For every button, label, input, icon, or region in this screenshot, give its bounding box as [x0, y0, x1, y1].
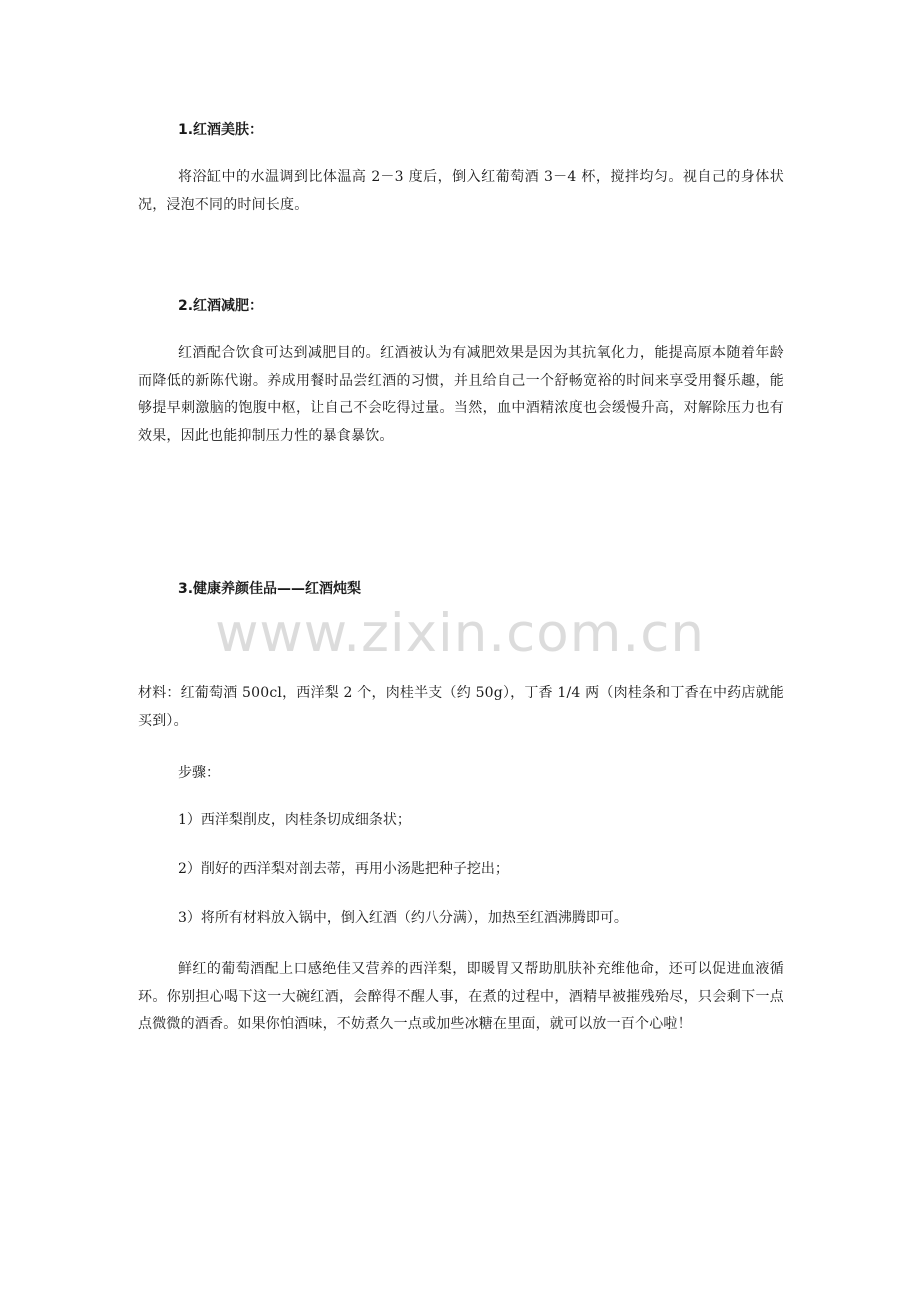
step-2: 2）削好的西洋梨对剖去蒂，再用小汤匙把种子挖出； — [178, 861, 509, 877]
step-3: 3）将所有材料放入锅中，倒入红酒（约八分满），加热至红酒沸腾即可。 — [178, 910, 628, 926]
section-1-body: 将浴缸中的水温调到比体温高 2－3 度后，倒入红葡萄酒 3－4 杯，搅拌均匀。视自己的身体状况，浸泡不同的时间长度。 — [138, 169, 784, 213]
section-2-heading: 2.红酒减肥： — [178, 298, 264, 314]
section-2-body: 红酒配合饮食可达到减肥目的。红酒被认为有减肥效果是因为其抗氧化力，能提高原本随着年龄而降低的新陈代谢。养成用餐时品尝红酒的习惯，并且给自己一个舒畅宽裕的时间来享受用餐乐趣，能够提早刺激脑的饱腹中枢，让自己不会吃得过量。当然，血中酒精浓度也会缓慢升高，对解除压力也有效果，因此也能抑制压力性的暴食暴饮。 — [138, 345, 784, 444]
closing-paragraph: 鲜红的葡萄酒配上口感绝佳又营养的西洋梨，即暖胃又帮助肌肤补充维他命，还可以促进血液循环。你别担心喝下这一大碗红酒，会醉得不醒人事，在煮的过程中，酒精早被摧残殆尽，只会剩下一点点微微的酒香。如果你怕酒味，不妨煮久一点或加些冰糖在里面，就可以放一百个心啦！ — [138, 961, 784, 1032]
watermark: www.zixin.com.cn — [215, 603, 705, 664]
materials-paragraph: 材料：红葡萄酒 500cl，西洋梨 2 个，肉桂半支（约 50g），丁香 1/4 两（肉桂条和丁香在中药店就能买到）。 — [138, 685, 784, 729]
section-3-heading: 3.健康养颜佳品——红酒炖梨 — [178, 581, 362, 597]
step-1: 1）西洋梨削皮，肉桂条切成细条状； — [178, 812, 411, 828]
steps-label: 步骤： — [178, 765, 220, 781]
section-1-heading: 1.红酒美肤： — [178, 122, 264, 138]
